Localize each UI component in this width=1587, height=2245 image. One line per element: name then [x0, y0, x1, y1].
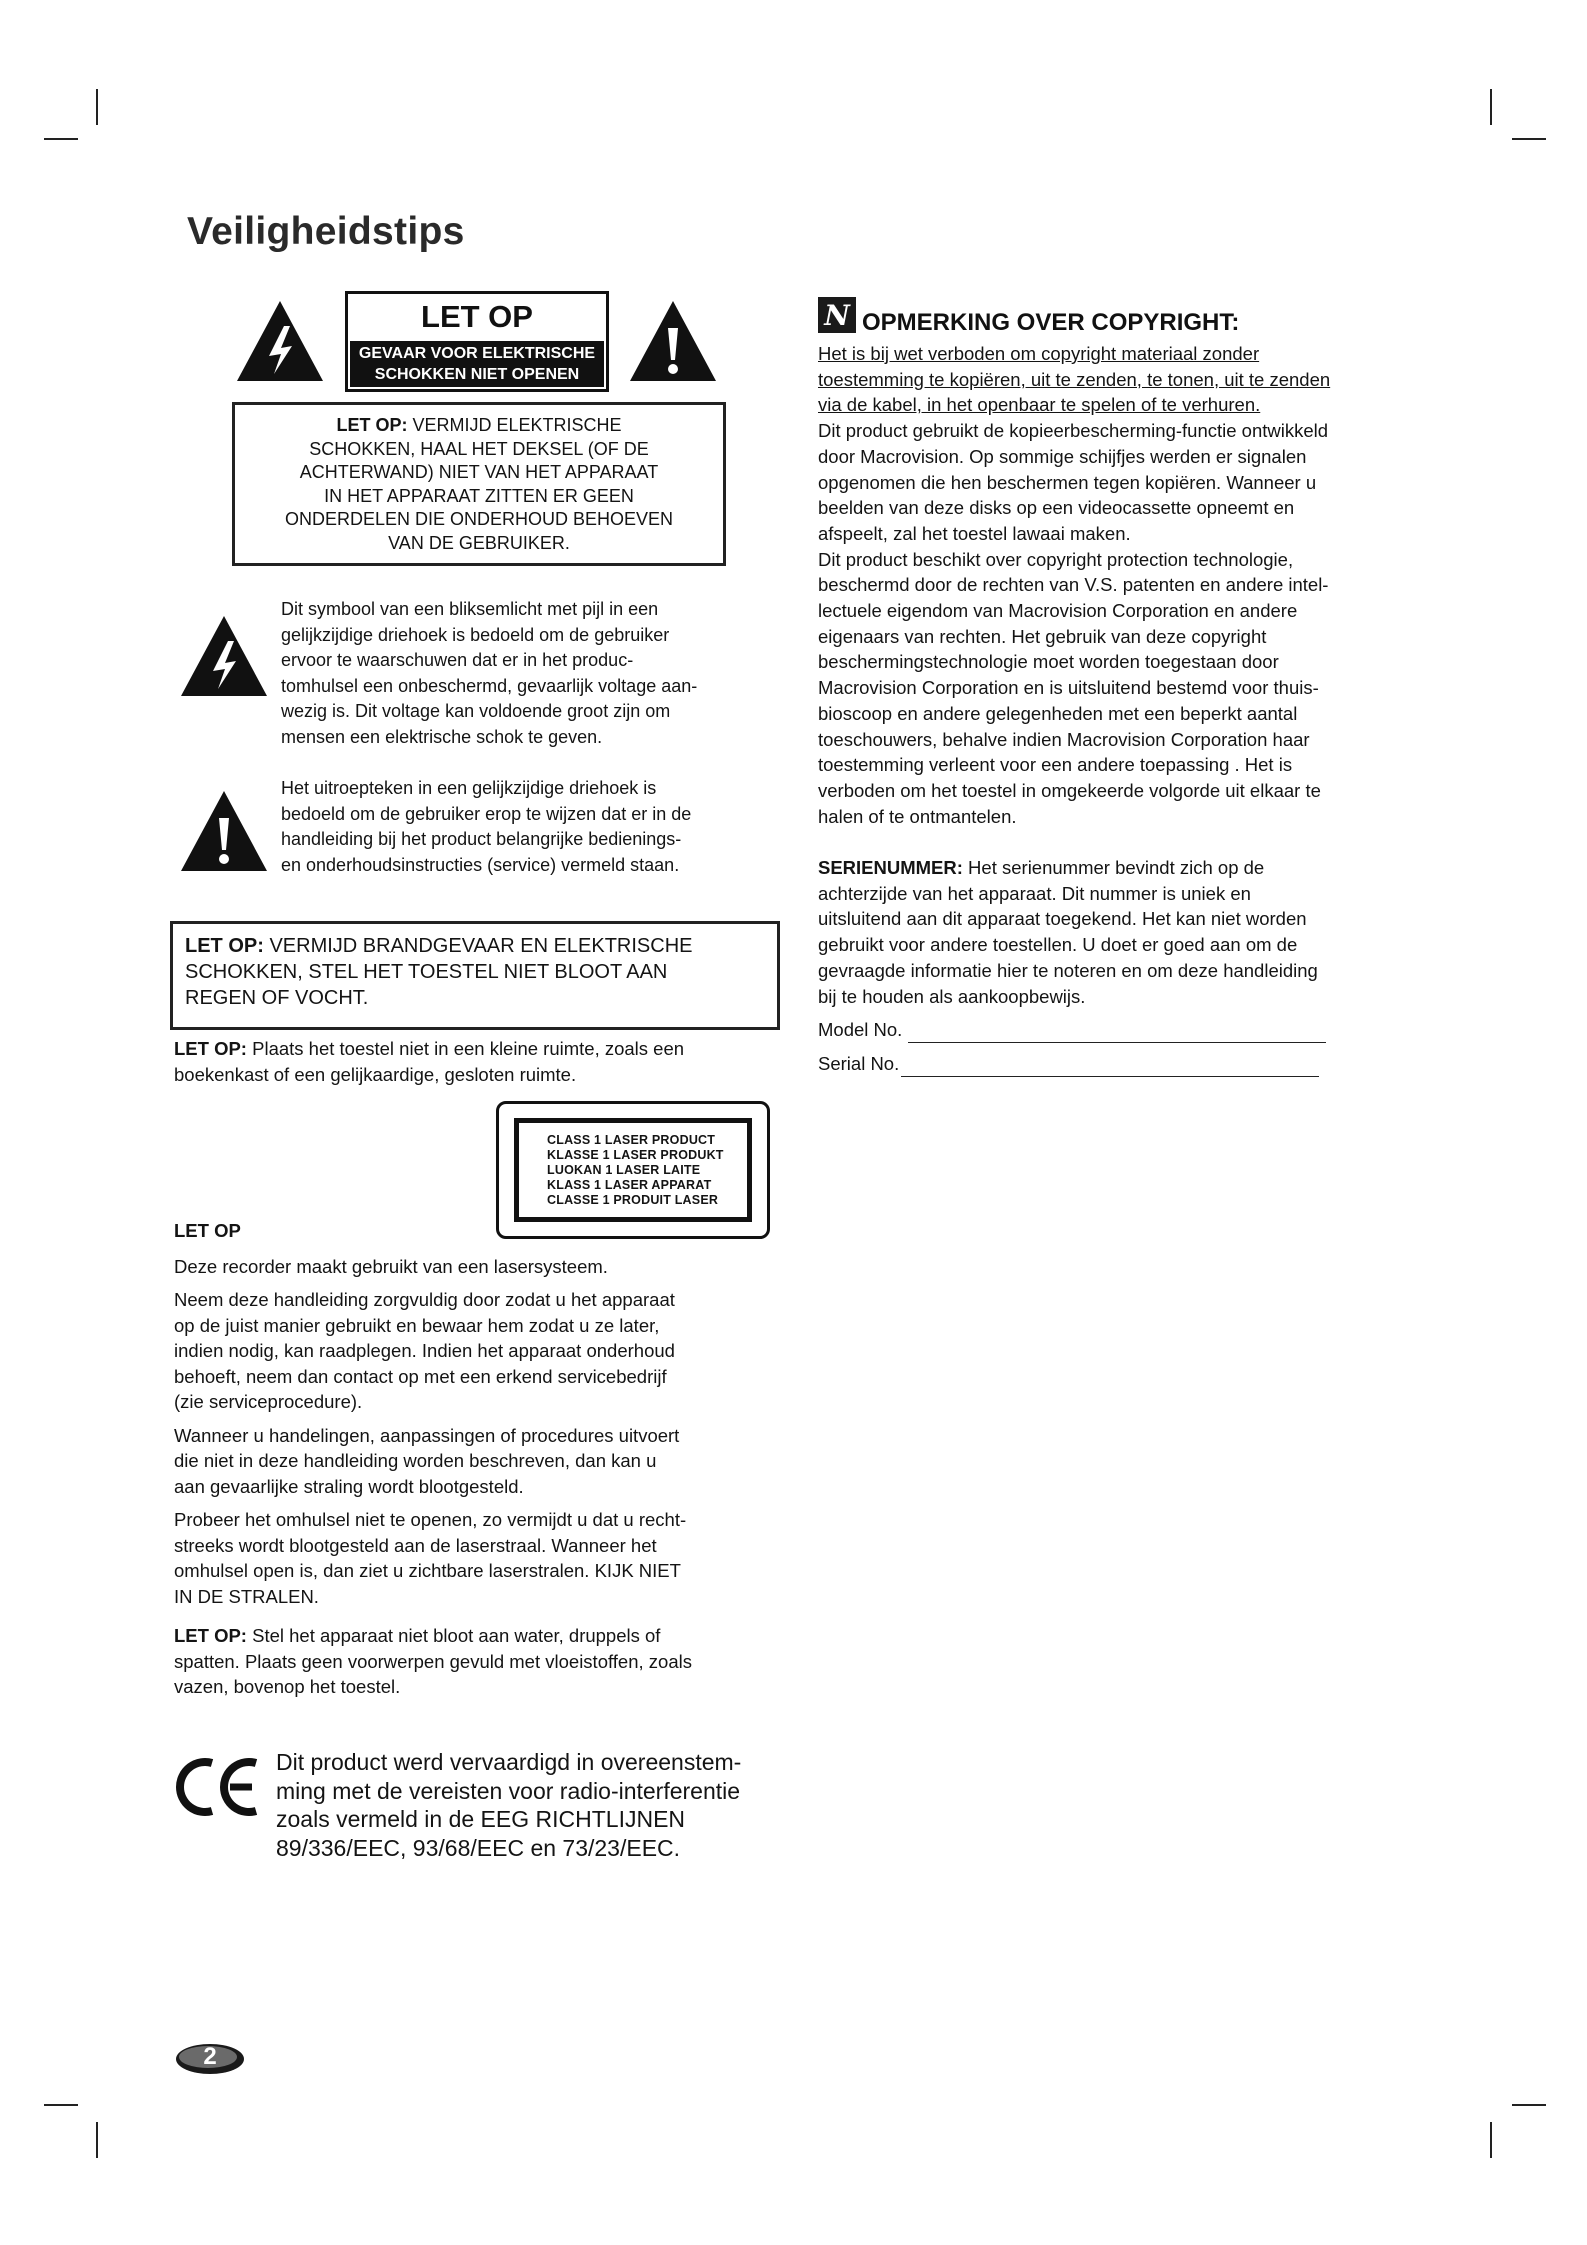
- exclamation-triangle-icon: [178, 788, 270, 874]
- lightning-triangle-icon: [234, 298, 326, 384]
- text-line: uitsluitend aan dit apparaat toegekend. Het kan niet worden: [818, 908, 1307, 930]
- text-line: toeschouwers, behalve indien Macrovision Corporation haar: [818, 728, 1310, 750]
- text-line: afspeelt, zal het toestel lawaai maken.: [818, 522, 1131, 544]
- text-line: opgenomen die hen beschermen tegen kopiëren. Wanneer u: [818, 471, 1317, 493]
- laser-paragraph: [174, 1507, 794, 1609]
- text-line: tomhulsel een onbeschermd, gevaarlijk voltage aan-: [281, 675, 698, 696]
- copyright-text: [818, 341, 1428, 829]
- warning-line: IN HET APPARAAT ZITTEN ER GEEN: [324, 485, 634, 506]
- text-line: zoals vermeld in de EEG RICHTLIJNEN: [276, 1806, 686, 1832]
- lightning-triangle-icon: [178, 613, 270, 699]
- crop-mark: [1512, 2104, 1546, 2106]
- warning-line: VAN DE GEBRUIKER.: [388, 532, 570, 553]
- let-op-title: LET OP: [421, 299, 533, 334]
- warning-line: VERMIJD ELEKTRISCHE: [407, 415, 622, 435]
- text-line: eigenaars van rechten. Het gebruik van deze copyright: [818, 625, 1267, 647]
- warning-line: VERMIJD BRANDGEVAAR EN ELEKTRISCHE: [263, 935, 693, 957]
- text-line: beelden van deze disks op een videocassette opneemt en: [818, 497, 1295, 519]
- text-line: bioscoop en andere gelegenheden met een beperkt aantal: [818, 702, 1298, 724]
- text-line: Deze recorder maakt gebruikt van een lasersysteem.: [174, 1255, 608, 1277]
- text-line: verboden om het toestel in omgekeerde volgorde uit elkaar te: [818, 779, 1321, 801]
- text-line: beschermd door de rechten van V.S. patenten en andere intel-: [818, 574, 1329, 596]
- serial-label: SERIENUMMER:: [818, 857, 963, 878]
- warning-line: SCHOKKEN, STEL HET TOESTEL NIET BLOOT AAN: [185, 961, 668, 983]
- lightning-symbol-text: [281, 597, 791, 750]
- text-line: via de kabel, in het openbaar te spelen of te verhuren.: [818, 394, 1261, 416]
- text-line: Wanneer u handelingen, aanpassingen of procedures uitvoert: [174, 1424, 680, 1446]
- crop-mark: [96, 89, 98, 125]
- laser-paragraph: [174, 1254, 794, 1280]
- crop-mark: [44, 2104, 78, 2106]
- text-line: handleiding bij het product belangrijke bedienings-: [281, 829, 682, 849]
- placement-note: [174, 1036, 794, 1087]
- text-line: en onderhoudsinstructies (service) vermeld staan.: [281, 854, 680, 875]
- laser-label-line: CLASS 1 LASER PRODUCT: [547, 1133, 716, 1147]
- text-line: bedoeld om de gebruiker erop te wijzen dat er in de: [281, 803, 692, 824]
- serial-number-row: [818, 1051, 1428, 1077]
- crop-mark: [1490, 2122, 1492, 2158]
- model-number-field[interactable]: [908, 1020, 1326, 1043]
- laser-label-line: KLASSE 1 LASER PRODUKT: [547, 1148, 724, 1162]
- text-line: door Macrovision. Op sommige schijfjes werden er signalen: [818, 445, 1307, 467]
- text-line: Het is bij wet verboden om copyright materiaal zonder: [818, 343, 1260, 364]
- page-number: 2: [203, 2043, 217, 2070]
- text-line: indien nodig, kan raadplegen. Indien het apparaat onderhoud: [174, 1340, 675, 1361]
- note-n-icon: [818, 297, 856, 333]
- warning-line: REGEN OF VOCHT.: [185, 987, 369, 1009]
- text-line: achterzijde van het apparaat. Dit nummer is uniek en: [818, 882, 1251, 904]
- text-line: wezig is. Dit voltage kan voldoende groot zijn om: [281, 701, 671, 721]
- text-line: op de juist manier gebruikt en bewaar hem zodat u ze later,: [174, 1314, 660, 1336]
- copyright-heading: OPMERKING OVER COPYRIGHT:: [862, 309, 1240, 336]
- shock-danger-line: SCHOKKEN NIET OPENEN: [374, 366, 580, 383]
- laser-label-line: LUOKAN 1 LASER LAITE: [547, 1163, 701, 1177]
- text-line: Macrovision Corporation en is uitsluitend bestemd voor thuis-: [818, 677, 1319, 699]
- text-line: Het uitroepteken in een gelijkzijdige driehoek is: [281, 778, 657, 798]
- text-line: aan gevaarlijke straling wordt blootgesteld.: [174, 1475, 524, 1497]
- warning-label: LET OP:: [336, 415, 408, 435]
- text-line: bij te houden als aankoopbewijs.: [818, 985, 1086, 1007]
- page-title: Veiligheidstips: [187, 210, 465, 253]
- ce-notice-text: [276, 1748, 796, 1862]
- text-line: Probeer het omhulsel niet te openen, zo vermijdt u dat u recht-: [174, 1509, 687, 1530]
- text-line: toestemming te kopiëren, uit te zenden, te tonen, uit te zenden: [818, 368, 1331, 390]
- text-line: Dit product gebruikt de kopieerbescherming-functie ontwikkeld: [818, 420, 1329, 442]
- shock-danger-banner: [350, 341, 604, 387]
- model-number-label: Model No.: [818, 1019, 903, 1041]
- svg-text:N: N: [824, 299, 850, 332]
- ce-mark-icon: [172, 1755, 264, 1819]
- text-line: IN DE STRALEN.: [174, 1585, 319, 1607]
- crop-mark: [1490, 89, 1492, 125]
- exclamation-symbol-text: [281, 776, 791, 878]
- shock-danger-line: GEVAAR VOOR ELEKTRISCHE: [358, 345, 596, 362]
- serial-number-label: Serial No.: [818, 1052, 900, 1074]
- let-op-header-box: [345, 291, 609, 392]
- exclamation-triangle-icon: [627, 298, 719, 384]
- text-line: lectuele eigendom van Macrovision Corporation en andere: [818, 600, 1298, 622]
- text-line: mensen een elektrische schok te geven.: [281, 726, 603, 747]
- text-line: Dit product werd vervaardigd in overeenstem-: [276, 1749, 742, 1775]
- note-label: LET OP:: [174, 1038, 247, 1059]
- crop-mark: [96, 2122, 98, 2158]
- text-line: (zie serviceprocedure).: [174, 1391, 363, 1412]
- laser-label-line: KLASS 1 LASER APPARAT: [547, 1178, 712, 1192]
- text-line: Neem deze handleiding zorgvuldig door zodat u het apparaat: [174, 1289, 675, 1310]
- text-line: Stel het apparaat niet bloot aan water, druppels of: [246, 1625, 661, 1646]
- text-line: boekenkast of een gelijkaardige, gesloten ruimte.: [174, 1063, 577, 1085]
- text-line: gebruikt voor andere toestellen. U doet er goed aan om de: [818, 934, 1298, 956]
- text-line: Dit symbool van een bliksemlicht met pijl in een: [281, 599, 659, 619]
- serial-number-field[interactable]: [901, 1054, 1319, 1077]
- crop-mark: [1512, 138, 1546, 140]
- text-line: omhulsel open is, dan ziet u zichtbare laserstralen. KIJK NIET: [174, 1560, 681, 1581]
- warning-label: LET OP:: [185, 935, 264, 957]
- note-label: LET OP:: [174, 1625, 247, 1646]
- laser-label-line: CLASSE 1 PRODUIT LASER: [547, 1193, 719, 1207]
- text-line: toestemming verleent voor een andere toepassing . Het is: [818, 754, 1293, 776]
- warning-line: SCHOKKEN, HAAL HET DEKSEL (OF DE: [309, 438, 649, 459]
- crop-mark: [44, 138, 78, 140]
- model-number-row: [818, 1017, 1428, 1043]
- text-line: Het serienummer bevindt zich op de: [962, 857, 1265, 878]
- text-line: halen of te ontmantelen.: [818, 805, 1017, 827]
- shock-warning-box: [232, 402, 726, 566]
- text-line: 89/336/EEC, 93/68/EEC en 73/23/EEC.: [276, 1834, 681, 1861]
- laser-paragraph: [174, 1287, 794, 1415]
- text-line: Dit product beschikt over copyright protection technologie,: [818, 548, 1294, 570]
- text-line: gelijkzijdige driehoek is bedoeld om de gebruiker: [281, 624, 670, 645]
- laser-paragraph: [174, 1423, 794, 1500]
- text-line: spatten. Plaats geen voorwerpen gevuld met vloeistoffen, zoals: [174, 1650, 692, 1672]
- water-note: [174, 1623, 794, 1700]
- laser-section-heading: LET OP: [174, 1220, 241, 1241]
- text-line: ervoor te waarschuwen dat er in het produc-: [281, 650, 634, 670]
- text-line: behoeft, neem dan contact op met een erkend servicebedrijf: [174, 1365, 667, 1387]
- laser-section: [174, 1218, 794, 1700]
- warning-line: ACHTERWAND) NIET VAN HET APPARAAT: [299, 462, 659, 482]
- fire-warning-box: [170, 921, 780, 1030]
- text-line: Plaats het toestel niet in een kleine ruimte, zoals een: [246, 1038, 685, 1059]
- text-line: vazen, bovenop het toestel.: [174, 1676, 401, 1697]
- text-line: ming met de vereisten voor radio-interferentie: [276, 1777, 741, 1804]
- text-line: streeks wordt blootgesteld aan de laserstraal. Wanneer het: [174, 1534, 657, 1556]
- text-line: beschermingstechnologie moet worden toegestaan door: [818, 651, 1279, 673]
- text-line: gevraagde informatie hier te noteren en om deze handleiding: [818, 959, 1318, 981]
- warning-line: ONDERDELEN DIE ONDERHOUD BEHOEVEN: [284, 509, 674, 529]
- text-line: die niet in deze handleiding worden beschreven, dan kan u: [174, 1450, 657, 1471]
- serial-number-section: [818, 855, 1428, 1077]
